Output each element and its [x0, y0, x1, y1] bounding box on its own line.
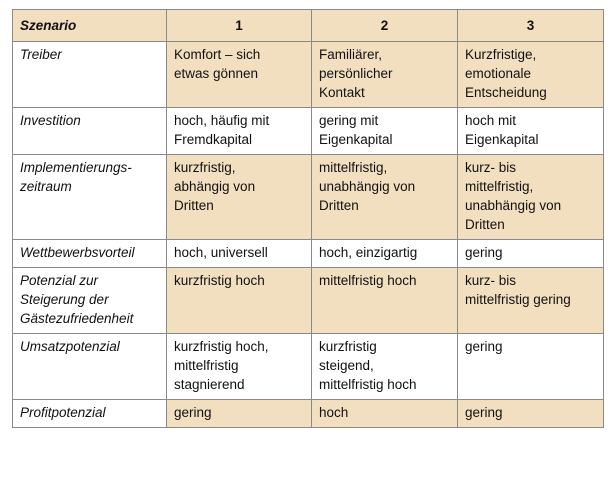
cell-scenario-1: [167, 334, 312, 400]
cell-scenario-3: [458, 334, 604, 400]
row-label-line: Umsatzpotenzial: [20, 339, 120, 354]
cell-line: mittelfristig hoch: [319, 377, 417, 392]
cell-scenario-2: [312, 334, 458, 400]
row-label-line: Gästezufriedenheit: [20, 311, 134, 326]
cell-line: unabhängig von: [465, 198, 562, 213]
cell-line: stagnierend: [174, 377, 245, 392]
header-scenario-1: 1: [167, 10, 312, 42]
cell-line: mittelfristig,: [319, 160, 388, 175]
row-label: [13, 42, 167, 108]
table-row: [13, 240, 604, 268]
cell-line: gering: [465, 339, 503, 354]
table-row: [13, 334, 604, 400]
table-body: [13, 42, 604, 428]
cell-line: Dritten: [465, 217, 505, 232]
cell-scenario-1: [167, 108, 312, 155]
cell-line: kurzfristig hoch,: [174, 339, 269, 354]
cell-scenario-2: [312, 268, 458, 334]
cell-line: hoch: [319, 405, 349, 420]
cell-line: mittelfristig gering: [465, 292, 571, 307]
cell-scenario-1: [167, 268, 312, 334]
table-row: [13, 155, 604, 240]
cell-scenario-3: [458, 240, 604, 268]
row-label: [13, 240, 167, 268]
cell-scenario-3: [458, 155, 604, 240]
cell-line: gering: [174, 405, 212, 420]
cell-line: kurzfristig hoch: [174, 273, 265, 288]
cell-scenario-1: [167, 42, 312, 108]
cell-line: Eigenkapital: [465, 132, 539, 147]
table-row: [13, 42, 604, 108]
cell-line: kurz- bis: [465, 160, 517, 175]
cell-line: Eigenkapital: [319, 132, 393, 147]
cell-line: Kontakt: [319, 85, 365, 100]
row-label: [13, 334, 167, 400]
header-scenario-3: 3: [458, 10, 604, 42]
cell-line: etwas gönnen: [174, 66, 259, 81]
cell-scenario-2: [312, 240, 458, 268]
cell-scenario-1: [167, 400, 312, 428]
cell-line: kurzfristig: [319, 339, 377, 354]
row-label-line: Wettbewerbsvorteil: [20, 245, 135, 260]
cell-scenario-2: [312, 42, 458, 108]
cell-line: mittelfristig: [174, 358, 239, 373]
cell-scenario-2: [312, 108, 458, 155]
cell-scenario-2: [312, 155, 458, 240]
cell-scenario-3: [458, 108, 604, 155]
scenario-table: [12, 9, 604, 428]
cell-line: abhängig von: [174, 179, 256, 194]
row-label: [13, 155, 167, 240]
row-label: [13, 400, 167, 428]
cell-line: hoch, häufig mit: [174, 113, 270, 128]
cell-line: Fremdkapital: [174, 132, 253, 147]
header-label: Szenario: [13, 10, 167, 42]
cell-line: hoch mit: [465, 113, 517, 128]
cell-line: Komfort – sich: [174, 47, 261, 62]
cell-line: kurzfristig,: [174, 160, 236, 175]
row-label: [13, 268, 167, 334]
header-scenario-2: 2: [312, 10, 458, 42]
row-label-line: Investition: [20, 113, 81, 128]
table-row: [13, 400, 604, 428]
cell-line: Entscheidung: [465, 85, 547, 100]
cell-line: Dritten: [319, 198, 359, 213]
header-row: [13, 10, 604, 42]
row-label: [13, 108, 167, 155]
row-label-line: Potenzial zur: [20, 273, 99, 288]
table-row: [13, 108, 604, 155]
cell-line: mittelfristig hoch: [319, 273, 417, 288]
row-label-line: Treiber: [20, 47, 62, 62]
cell-scenario-2: [312, 400, 458, 428]
cell-scenario-3: [458, 400, 604, 428]
cell-line: Dritten: [174, 198, 214, 213]
table-row: [13, 268, 604, 334]
cell-line: gering mit: [319, 113, 379, 128]
row-label-line: Profitpotenzial: [20, 405, 106, 420]
cell-line: Kurzfristige,: [465, 47, 537, 62]
row-label-line: Steigerung der: [20, 292, 109, 307]
cell-line: steigend,: [319, 358, 374, 373]
row-label-line: zeitraum: [20, 179, 72, 194]
cell-line: Familiärer,: [319, 47, 383, 62]
cell-line: hoch, universell: [174, 245, 268, 260]
cell-line: gering: [465, 245, 503, 260]
row-label-line: Implementierungs-: [20, 160, 132, 175]
cell-line: mittelfristig,: [465, 179, 534, 194]
cell-scenario-3: [458, 42, 604, 108]
cell-line: kurz- bis: [465, 273, 517, 288]
cell-line: unabhängig von: [319, 179, 416, 194]
cell-line: hoch, einzigartig: [319, 245, 418, 260]
cell-scenario-1: [167, 240, 312, 268]
cell-scenario-1: [167, 155, 312, 240]
cell-line: persönlicher: [319, 66, 393, 81]
cell-scenario-3: [458, 268, 604, 334]
cell-line: gering: [465, 405, 503, 420]
cell-line: emotionale: [465, 66, 532, 81]
